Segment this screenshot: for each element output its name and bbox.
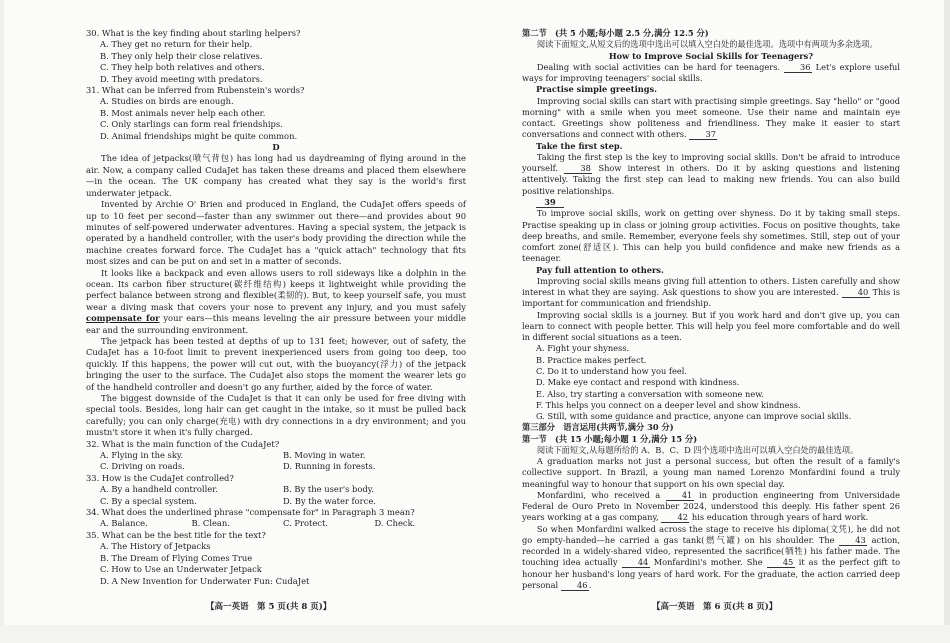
- passage-paragraph: [522, 96, 900, 141]
- paragraph-text: his education through years of hard work.: [691, 512, 869, 523]
- blank-45: 45: [767, 558, 795, 568]
- option: D. Make eye contact and respond with kindness.: [536, 377, 740, 388]
- subheading: Pay full attention to others.: [536, 264, 664, 275]
- option: F. This helps you connect on a deeper level and show kindness.: [536, 399, 801, 410]
- passage-paragraph: Invented by Archie O' Brien and produced in England, the CudaJet offers speeds of up to 10 feet per second—faster than any swimmer out there—and provides about 90 minutes of self-powered underwater adventures. Having a special system, the jetpack is operated by a handheld controller, with the user's body providing the direction while the machine creates forward force. The CudaJet has a "quick attach" technology that fits most sizes and can be put on and set in a matter of seconds.: [86, 199, 466, 267]
- page-footer-left: 【高一英语 第 5 页(共 8 页)】: [206, 602, 332, 612]
- passage-paragraph: A graduation marks not just a personal success, but often the result of a family's collective support. In Brazil, a young man named Lorenzo Monfardini found a truly meaningful way to honour that support on his own special day.: [522, 456, 900, 489]
- section-heading: 第二节 (共 5 小题;每小题 2.5 分,满分 12.5 分): [522, 28, 709, 38]
- paragraph-text: Taking the first step is the key to improving social skills. Don't be afraid to introduce yourself.: [522, 151, 900, 174]
- paragraph-text: Let's explore useful ways for improving teenagers' social skills.: [522, 61, 901, 84]
- left-column: [86, 28, 466, 587]
- blank-46: 46: [561, 581, 589, 591]
- paragraph-text: Improving social skills means giving full attention to others. Listen carefully and show interest in what they are saying. Ask questions to show you are interested.: [522, 275, 900, 298]
- option: B. Moving in water.: [283, 450, 366, 461]
- option: B. They only help their close relatives.: [100, 50, 263, 61]
- passage-paragraph: The idea of jetpacks(喷气背包) has long had us daydreaming of flying around in the air. Now, a company called CudaJet has taken these dreams and placed them elsewhere—in the ocean. The UK company has created what they say is the world's first underwater jetpack.: [86, 153, 466, 198]
- page-footer-right: 【高一英语 第 6 页(共 8 页)】: [652, 602, 778, 612]
- paragraph-text: .: [588, 580, 592, 591]
- option: A. They get no return for their help.: [100, 39, 253, 50]
- passage-title: How to Improve Social Skills for Teenagers?: [608, 50, 814, 61]
- option: D. By the water force.: [283, 495, 376, 506]
- passage-paragraph: Improving social skills is a journey. But if you work hard and don't give up, you can learn to connect with people better. This will help you feel more comfortable and do well in different social situations as a teen.: [522, 309, 900, 343]
- option: D. Running in forests.: [283, 461, 376, 472]
- paragraph-text: Show interest in others. Do it by asking questions and listening attentively. Taking the first step can lead to making new friends. You can also build positive relationships.: [522, 163, 900, 196]
- passage-paragraph: [522, 152, 900, 197]
- paragraph-text: Improving social skills can start with practising simple greetings. Say "hello" or "good morning" with a smile when you meet someone. Use their name and maintain eye contact. Greetings show politeness and friendliness. They make it easier to start conversations and connect with others.: [522, 95, 900, 140]
- option-row: [86, 484, 466, 495]
- passage-paragraph: [522, 276, 900, 310]
- page-edge-left: [0, 0, 4, 643]
- option: C. Driving on roads.: [100, 461, 185, 472]
- option: A. The History of Jetpacks: [100, 541, 211, 552]
- paragraph-text: action, recorded in a widely-shared video, represented the sacrifice(牺牲) his father made. The touching idea actually: [522, 534, 900, 568]
- option: D. Animal friendships might be quite common.: [100, 130, 298, 141]
- subheading: Take the first step.: [536, 140, 623, 151]
- page-edge-right: [944, 0, 950, 643]
- passage-paragraph: [86, 268, 466, 336]
- instructions: 阅读下面短文,从短文后的选项中选出可以填入空白处的最佳选项。选项中有两项为多余选项。: [536, 39, 878, 50]
- option: B. The Dream of Flying Comes True: [100, 552, 253, 563]
- paragraph-text: in production engineering from Universidade Federal de Ouro Preto in November 2024, understood this deeply. His father spent 26 years working at a gas company,: [522, 489, 901, 523]
- option: C. Only starlings can form real friendships.: [100, 119, 283, 130]
- question-34: 34. What does the underlined phrase "compensate for" in Paragraph 3 mean?: [86, 507, 415, 518]
- blank-43: 43: [839, 536, 867, 546]
- option: D. They avoid meeting with predators.: [100, 73, 263, 84]
- option: C. Do it to understand how you feel.: [536, 365, 687, 376]
- option: G. Still, with some guidance and practice, anyone can improve social skills.: [536, 411, 852, 422]
- question-32: 32. What is the main function of the CudaJet?: [86, 438, 280, 449]
- option-row: [86, 518, 466, 529]
- paragraph-text: Monfardini, who received a: [536, 489, 661, 500]
- blank-42: 42: [661, 513, 689, 523]
- paragraph-text: it as the perfect gift to honour her husband's long years of hard work. For the graduate, the action carried deep personal: [522, 557, 901, 591]
- option: A. Flying in the sky.: [100, 450, 184, 461]
- option: B. Practice makes perfect.: [536, 354, 647, 365]
- paragraph-text: So when Monfardini walked across the stage to receive his diploma(文凭), he did not go empty-handed—he carried a gas tank(燃气罐) on his shoulder. The: [522, 523, 900, 545]
- passage-paragraph: [522, 490, 900, 524]
- option: A. Balance.: [100, 518, 148, 529]
- passage-paragraph: The biggest downside of the CudaJet is that it can only be used for free diving with special tools. Besides, long hair can get caught in the intake, so it must be pulled back carefully; you can only charge(充电) with dry connections in a dry environment; and you mustn't store it when it's fully charged.: [86, 393, 466, 438]
- subheading: Practise simple greetings.: [536, 84, 658, 95]
- option: C. How to Use an Underwater Jetpack: [100, 564, 262, 575]
- passage-paragraph: The jetpack has been tested at depths of up to 131 feet; however, out of safety, the CudaJet has a 10-foot limit to prevent inexperienced users from going too deep, too quickly. If this happens, the power will cut out, with the buoyancy(浮力) of the jetpack bringing the user to the surface. The CudaJet also stops the moment the wearer lets go of the handheld controller and doesn't go any further, aided by the force of water.: [86, 335, 466, 392]
- paragraph-text: Monfardini's mother. She: [653, 557, 763, 568]
- option: C. They help both relatives and others.: [100, 62, 265, 73]
- option: B. By the user's body.: [283, 484, 375, 495]
- option: A. Fight your shyness.: [536, 343, 630, 354]
- passage-paragraph: To improve social skills, work on getting over shyness. Do it by taking small steps. Practise speaking up in class or joining group activities. Focus on positive thoughts, take deep breaths, and smile. Remember, everyone feels shy sometimes. Still, step out of your comfort zone(舒适区). This can help you build confidence and make new friends as a teenager.: [522, 208, 900, 264]
- option: A. Studies on birds are enough.: [100, 96, 234, 107]
- underlined-phrase: compensate for: [86, 313, 160, 324]
- section-letter-d: D: [272, 142, 280, 153]
- question-31: 31. What can be inferred from Rubenstein's words?: [86, 85, 305, 96]
- blank-36: 36: [784, 63, 812, 73]
- blank-40: 40: [842, 288, 870, 298]
- option: C. By a special system.: [100, 495, 197, 506]
- passage-paragraph: [522, 62, 900, 85]
- option-row: [86, 496, 466, 507]
- blank-38: 38: [564, 164, 592, 174]
- option: E. Also, try starting a conversation with someone new.: [536, 388, 764, 399]
- option: B. Clean.: [191, 518, 230, 529]
- question-30: 30. What is the key finding about starling helpers?: [86, 28, 301, 38]
- option: B. Most animals never help each other.: [100, 107, 266, 118]
- blank-39: 39: [536, 198, 564, 208]
- section-heading: 第一节 (共 15 小题;每小题 1 分,满分 15 分): [522, 433, 698, 444]
- option: D. A New Invention for Underwater Fun: CudaJet: [100, 575, 310, 586]
- paragraph-text: your ears—this means leveling the air pressure between your middle ear and the surrounding environment.: [86, 313, 466, 335]
- right-column: [522, 28, 900, 591]
- paragraph-text: It looks like a backpack and even allows users to roll sideways like a dolphin in the ocean. Its carbon fiber structure(碳纤维结构) keeps it lightweight while providing the perfect balance between strong and flexible(柔韧的). But, to keep yourself safe, you must wear a diving mask that covers your nose to prevent any injury, and you must safely: [86, 267, 466, 312]
- option: C. Protect.: [283, 518, 328, 529]
- blank-37: 37: [689, 130, 717, 140]
- subheading-blank: [522, 197, 900, 208]
- instructions: 阅读下面短文,从每题所给的 A、B、C、D 四个选项中选出可以填入空白处的最佳选项。: [536, 444, 859, 455]
- question-35: 35. What can be the best title for the text?: [86, 529, 266, 540]
- option: D. Check.: [374, 518, 416, 529]
- paragraph-text: Dealing with social activities can be hard for teenagers.: [536, 61, 781, 72]
- paragraph-text: This is important for communication and friendship.: [522, 287, 900, 309]
- blank-41: 41: [666, 491, 694, 501]
- option: A. By a handheld controller.: [100, 484, 218, 495]
- option-row: [86, 461, 466, 472]
- page-bottom-shade: [0, 625, 950, 643]
- part-heading: 第三部分 语言运用(共两节,满分 30 分): [522, 422, 674, 433]
- option-row: [86, 450, 466, 461]
- blank-44: 44: [622, 558, 650, 568]
- passage-paragraph: [522, 524, 900, 592]
- question-33: 33. How is the CudaJet controlled?: [86, 472, 234, 483]
